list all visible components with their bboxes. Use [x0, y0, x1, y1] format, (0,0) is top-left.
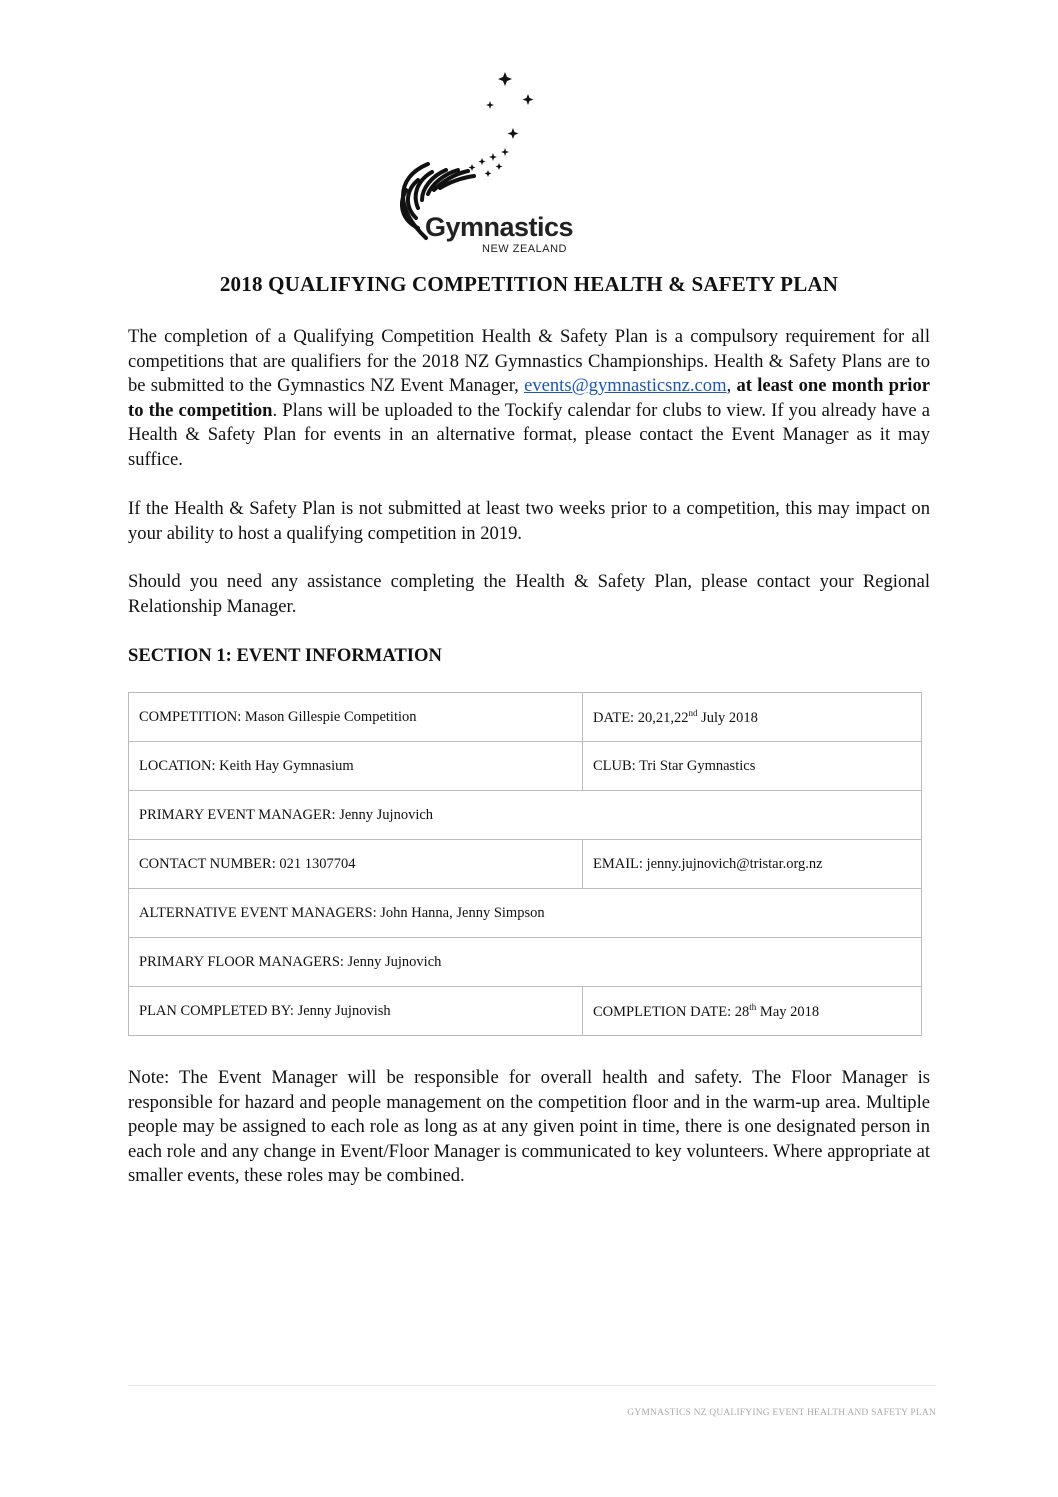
contact-number-cell: CONTACT NUMBER: 021 1307704 — [129, 840, 583, 889]
intro-text-2: , — [726, 375, 737, 396]
assistance-paragraph: Should you need any assistance completing the Health & Safety Plan, please contact your Regional Relationship Manager. — [128, 571, 930, 617]
table-row — [129, 693, 922, 742]
date-suffix: July 2018 — [697, 709, 758, 726]
completed-by-cell: PLAN COMPLETED BY: Jenny Jujnovish — [129, 987, 583, 1036]
event-manager-email-link[interactable]: events@gymnasticsnz.com — [524, 375, 727, 396]
completion-sup: th — [749, 1001, 757, 1012]
table-row — [129, 742, 922, 791]
intro-text-3: . Plans will be uploaded to the Tockify calendar for clubs to view. If you already have a Health & Safety Plan for events in an alternative format, please contact the Event Manager as it may suffice. — [128, 399, 930, 470]
event-info-table — [128, 692, 922, 1036]
document-title: 2018 QUALIFYING COMPETITION HEALTH & SAFETY PLAN — [219, 272, 839, 296]
club-cell: CLUB: Tri Star Gymnastics — [583, 742, 922, 791]
note-paragraph: Note: The Event Manager will be responsible for overall health and safety. The Floor Manager is responsible for hazard and people management on the competition floor and in the warm-up area. Multiple people may be assigned to each role as long as at any given point in time, there is one designated person in each role and any change in Event/Floor Manager is communicated to key volunteers. Where appropriate at smaller events, these roles may be combined. — [128, 1067, 930, 1186]
date-cell — [583, 693, 922, 742]
date-sup: nd — [688, 707, 698, 718]
submission-warning-paragraph: If the Health & Safety Plan is not submitted at least two weeks prior to a competition, this may impact on your ability to host a qualifying competition in 2019. — [128, 498, 930, 544]
intro-paragraph — [128, 325, 930, 472]
email-cell: EMAIL: jenny.jujnovich@tristar.org.nz — [583, 840, 922, 889]
floor-managers-cell: PRIMARY FLOOR MANAGERS: Jenny Jujnovich — [129, 938, 922, 987]
completion-text: COMPLETION DATE: 28 — [593, 1003, 750, 1020]
table-row — [129, 889, 922, 938]
completion-date-cell — [583, 987, 922, 1036]
alternative-managers-cell: ALTERNATIVE EVENT MANAGERS: John Hanna, Jenny Simpson — [129, 889, 922, 938]
table-row — [129, 840, 922, 889]
completion-suffix: May 2018 — [756, 1003, 820, 1020]
competition-cell: COMPETITION: Mason Gillespie Competition — [129, 693, 583, 742]
location-cell: LOCATION: Keith Hay Gymnasium — [129, 742, 583, 791]
logo-wordmark: Gymnastics — [425, 212, 574, 242]
section-heading: SECTION 1: EVENT INFORMATION — [128, 645, 442, 666]
logo-subtitle: NEW ZEALAND — [482, 243, 567, 255]
page-footer: GYMNASTICS NZ QUALIFYING EVENT HEALTH AND SAFETY PLAN — [627, 1408, 936, 1418]
intro-deadline: at least one month prior to the competition — [128, 375, 930, 421]
intro-text-1: The completion of a Qualifying Competition Health & Safety Plan is a compulsory requirement for all competitions that are qualifiers for the 2018 NZ Gymnastics Championships. Health & Safety Plans are to be submitted to the Gymnastics NZ Event Manager, — [128, 326, 930, 396]
date-text: DATE: 20,21,22 — [593, 709, 689, 726]
table-row — [129, 987, 922, 1036]
primary-event-manager-cell: PRIMARY EVENT MANAGER: Jenny Jujnovich — [129, 791, 922, 840]
footer-divider — [128, 1385, 936, 1386]
table-row — [129, 791, 922, 840]
table-row — [129, 938, 922, 987]
